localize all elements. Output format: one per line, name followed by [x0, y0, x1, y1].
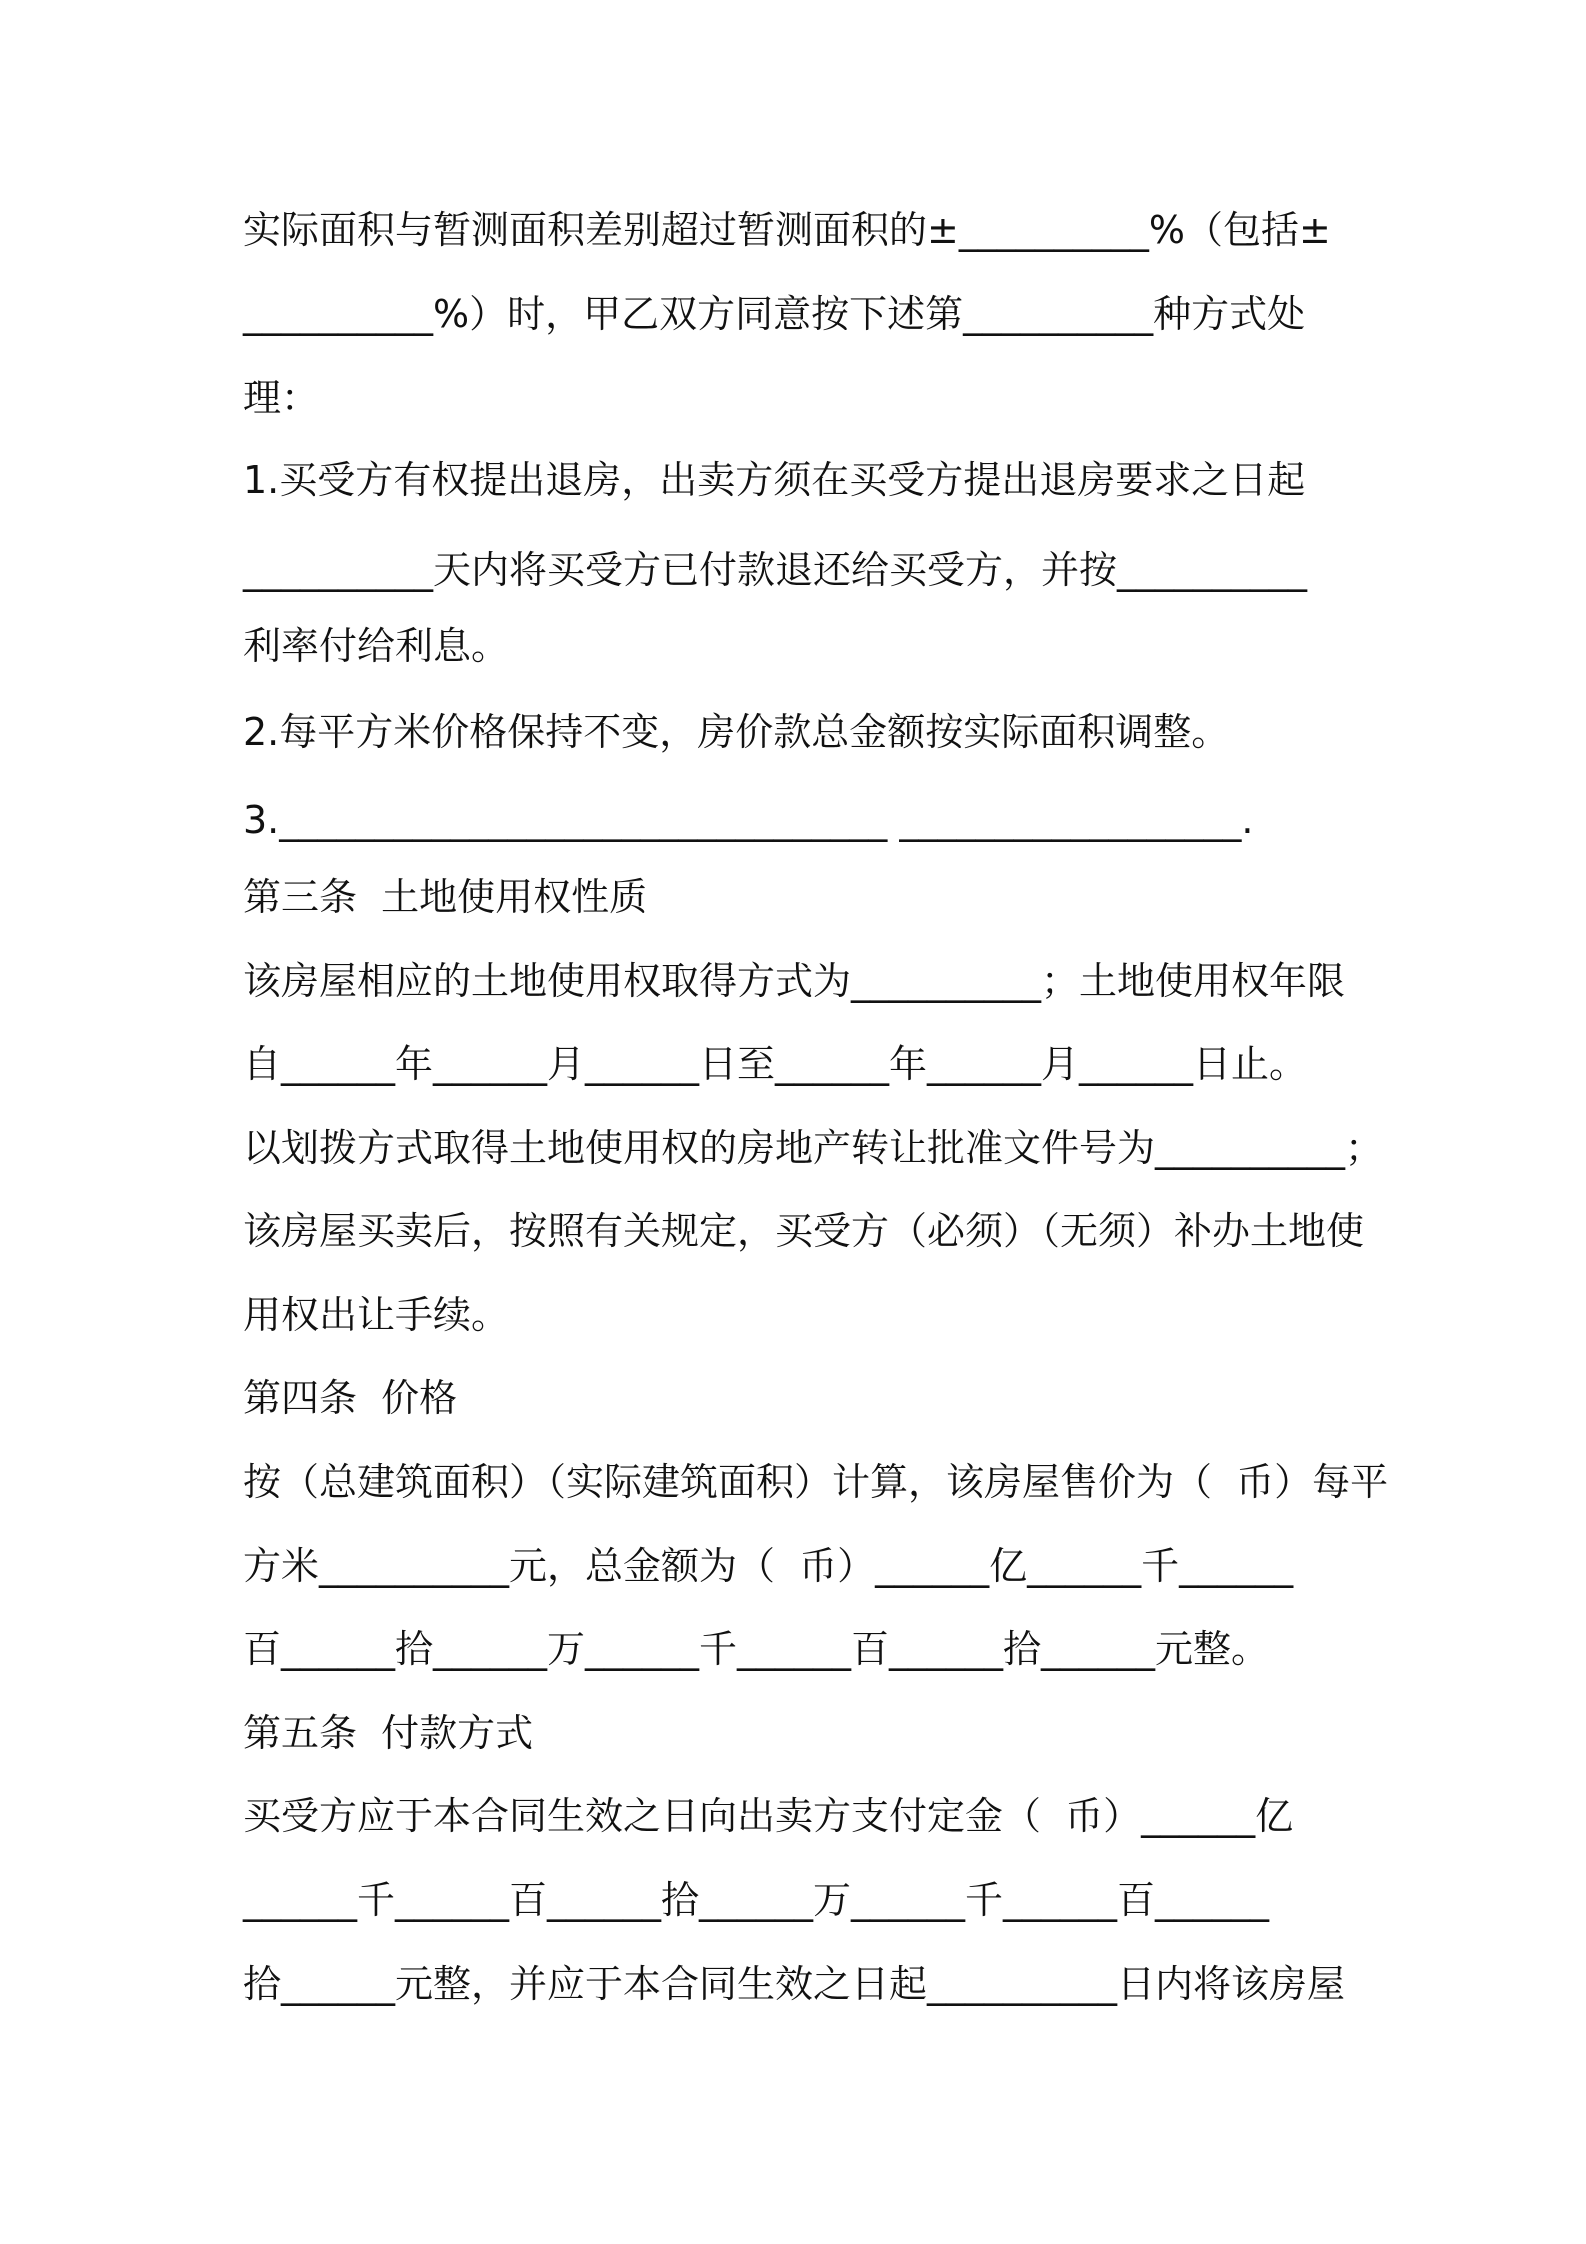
- text-line-2: __________%）时，甲乙双方同意按下述第__________种方式处: [243, 292, 1306, 336]
- text-line-12: 以划拨方式取得土地使用权的房地产转让批准文件号为__________；: [243, 1126, 1384, 1170]
- text-line-18: 百______拾______万______千______百______拾______元整。: [243, 1627, 1270, 1671]
- text-line-6: 利率付给利息。: [243, 624, 510, 668]
- text-line-4: 1.买受方有权提出退房，出卖方须在买受方提出退房要求之日起: [243, 458, 1306, 502]
- text-line-7: 2.每平方米价格保持不变，房价款总金额按实际面积调整。: [243, 710, 1230, 754]
- text-line-13: 该房屋买卖后，按照有关规定，买受方（必须）（无须）补办土地使: [243, 1209, 1365, 1253]
- text-line-1: 实际面积与暂测面积差别超过暂测面积的±__________%（包括±: [243, 208, 1331, 252]
- section-heading-4: 第四条 价格: [243, 1376, 458, 1420]
- text-line-11: 自______年______月______日至______年______月______日止。: [243, 1042, 1308, 1086]
- text-line-16: 按（总建筑面积）（实际建筑面积）计算，该房屋售价为（ 币）每平: [243, 1460, 1389, 1504]
- text-line-17: 方米__________元，总金额为（ 币）______亿______千______: [243, 1544, 1294, 1588]
- text-line-5: __________天内将买受方已付款退还给买受方，并按__________: [243, 548, 1308, 592]
- section-heading-3: 第三条 土地使用权性质: [243, 875, 648, 919]
- text-line-22: 拾______元整，并应于本合同生效之日起__________日内将该房屋: [243, 1962, 1346, 2006]
- text-line-8: 3.________________________________ __________________.: [243, 798, 1254, 842]
- section-heading-5: 第五条 付款方式: [243, 1711, 534, 1755]
- text-line-21: ______千______百______拾______万______千______百______: [243, 1878, 1270, 1922]
- text-line-10: 该房屋相应的土地使用权取得方式为__________；土地使用权年限: [243, 959, 1346, 1003]
- text-line-20: 买受方应于本合同生效之日向出卖方支付定金（ 币）______亿: [243, 1794, 1294, 1838]
- text-line-3: 理：: [243, 376, 320, 420]
- text-line-14: 用权出让手续。: [243, 1293, 510, 1337]
